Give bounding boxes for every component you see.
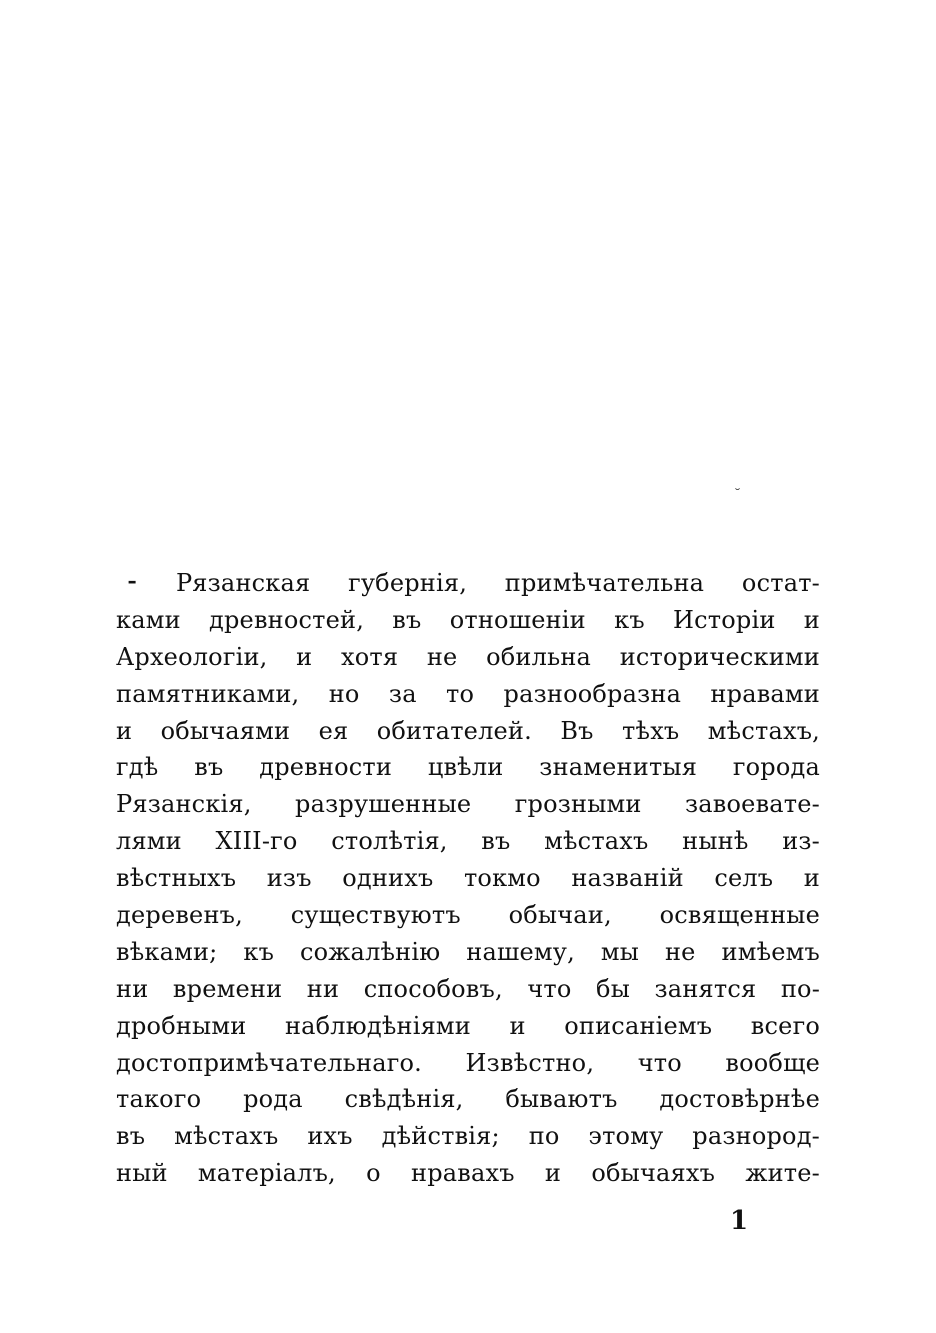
text-line: лями XIII-го столѣтія, въ мѣстахъ нынѣ из- [116, 827, 820, 856]
page-number: 1 [730, 1206, 749, 1236]
ink-speck: ˘ [734, 487, 741, 503]
body-text [116, 565, 820, 1192]
text-line: ⁃ Рязанская губернія, примѣчательна остат- [126, 569, 820, 597]
text-line: въ мѣстахъ ихъ дѣйствія; по этому разнород- [116, 1122, 820, 1151]
text-line: такого рода свѣдѣнія, бываютъ достовѣрнѣе [116, 1085, 820, 1114]
text-line: дробными наблюдѣніями и описаніемъ всего [116, 1011, 820, 1040]
text-line: ками древностей, въ отношеніи къ Исторіи и [116, 605, 820, 634]
text-line: памятниками, но за то разнообразна нравами [116, 679, 820, 708]
text-line: ни времени ни способовъ, что бы занятся по- [116, 974, 820, 1003]
text-line: и обычаями ея обитателей. Въ тѣхъ мѣстахъ, [116, 716, 820, 745]
text-line: гдѣ въ древности цвѣли знаменитыя города [116, 753, 820, 782]
text-line: достопримѣчательнаго. Извѣстно, что вообще [116, 1048, 820, 1077]
text-line: ный матеріалъ, о нравахъ и обычаяхъ жите- [116, 1159, 820, 1188]
text-line: вѣками; къ сожалѣнію нашему, мы не имѣемъ [116, 937, 820, 966]
text-line: Рязанскія, разрушенные грозными завоевате- [116, 790, 820, 819]
text-line: вѣстныхъ изъ однихъ токмо названій селъ и [116, 864, 820, 893]
text-line: деревенъ, существуютъ обычаи, освященные [116, 901, 820, 930]
text-line: Археологіи, и хотя не обильна историческими [116, 642, 820, 671]
